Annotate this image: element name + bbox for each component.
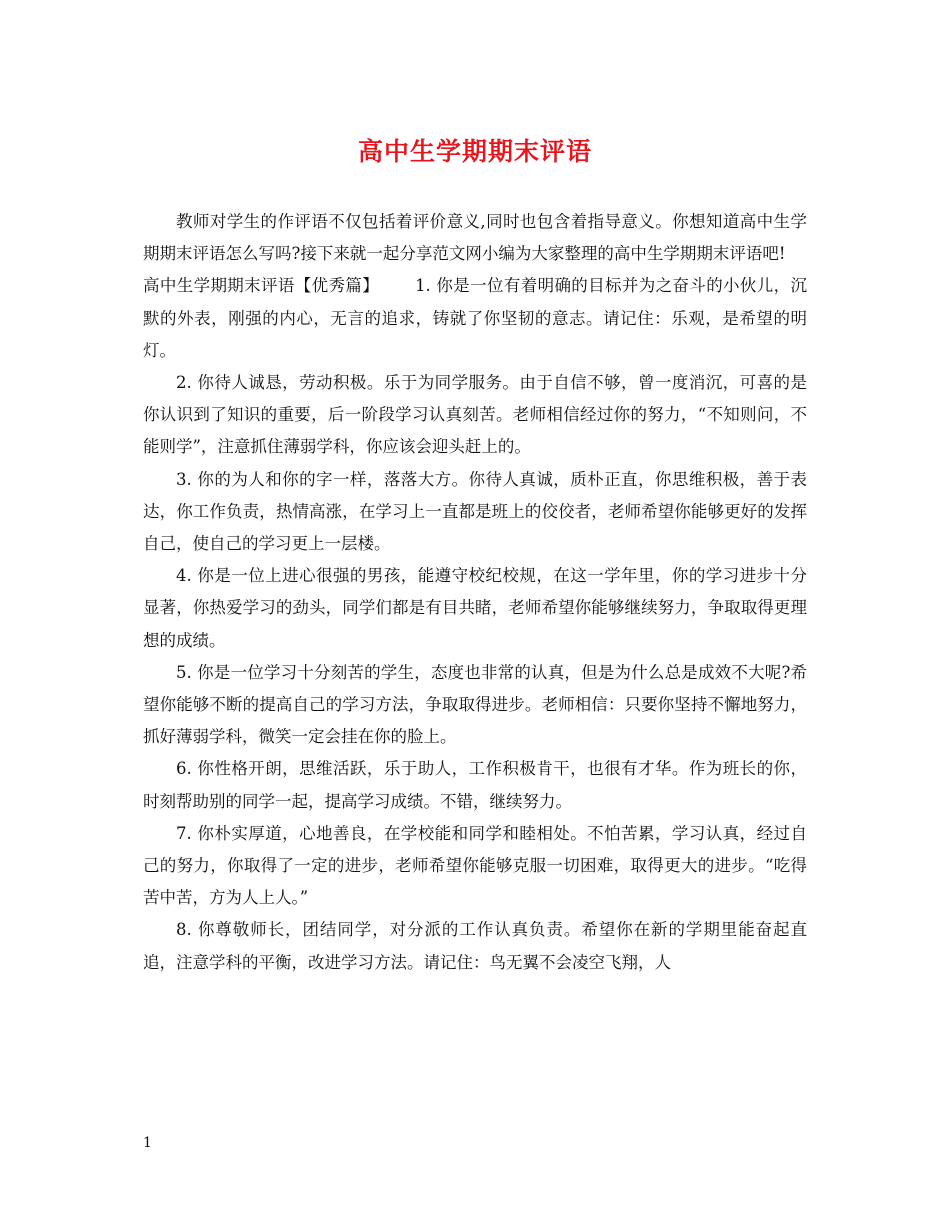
comment-4: 4. 你是一位上进心很强的男孩，能遵守校纪校规，在这一学年里，你的学习进步十分显著，你热爱学习的劲头，同学们都是有目共睹，老师希望你能够继续努力，争取取得更理想的成绩。	[143, 566, 807, 650]
page-number: 1	[143, 1135, 152, 1151]
comment-2: 2. 你待人诚恳，劳动积极。乐于为同学服务。由于自信不够，曾一度消沉，可喜的是你认识到了知识的重要，后一阶段学习认真刻苦。老师相信经过你的努力，“不知则问，不能则学”，注意抓住薄弱学科，你应该会迎头赶上的。	[143, 373, 807, 457]
document-body	[143, 206, 807, 979]
comment-3: 3. 你的为人和你的字一样，落落大方。你待人真诚，质朴正直，你思维积极，善于表达，你工作负责，热情高涨，在学习上一直都是班上的佼佼者，老师希望你能够更好的发挥自己，使自己的学习更上一层楼。	[143, 469, 807, 554]
section-paragraph	[143, 270, 807, 367]
document-title: 高中生学期期末评语	[357, 137, 592, 166]
comment-1: 1. 你是一位有着明确的目标并为之奋斗的小伙儿，沉默的外表，刚强的内心，无言的追求，铸就了你坚韧的意志。请记住：乐观，是希望的明灯。	[143, 276, 807, 360]
comment-5: 5. 你是一位学习十分刻苦的学生，态度也非常的认真，但是为什么总是成效不大呢?希望你能够不断的提高自己的学习方法，争取取得进步。老师相信：只要你坚持不懈地努力，抓好薄弱学科，微笑一定会挂在你的脸上。	[143, 662, 807, 747]
comment-7: 7. 你朴实厚道，心地善良，在学校能和同学和睦相处。不怕苦累，学习认真，经过自己的努力，你取得了一定的进步，老师希望你能够克服一切困难，取得更大的进步。“吃得苦中苦，方为人上人。”	[143, 823, 807, 908]
section-heading: 高中生学期期末评语【优秀篇】	[143, 276, 380, 296]
comment-8: 8. 你尊敬师长，团结同学，对分派的工作认真负责。希望你在新的学期里能奋起直追，注意学科的平衡，改进学习方法。请记住：鸟无翼不会凌空飞翔，人	[143, 920, 807, 972]
intro-paragraph: 教师对学生的作评语不仅包括着评价意义,同时也包含着指导意义。你想知道高中生学期期末评语怎么写吗?接下来就一起分享范文网小编为大家整理的高中生学期期末评语吧!	[143, 212, 807, 264]
comment-6: 6. 你性格开朗，思维活跃，乐于助人，工作积极肯干，也很有才华。作为班长的你，时刻帮助别的同学一起，提高学习成绩。不错，继续努力。	[143, 759, 807, 811]
